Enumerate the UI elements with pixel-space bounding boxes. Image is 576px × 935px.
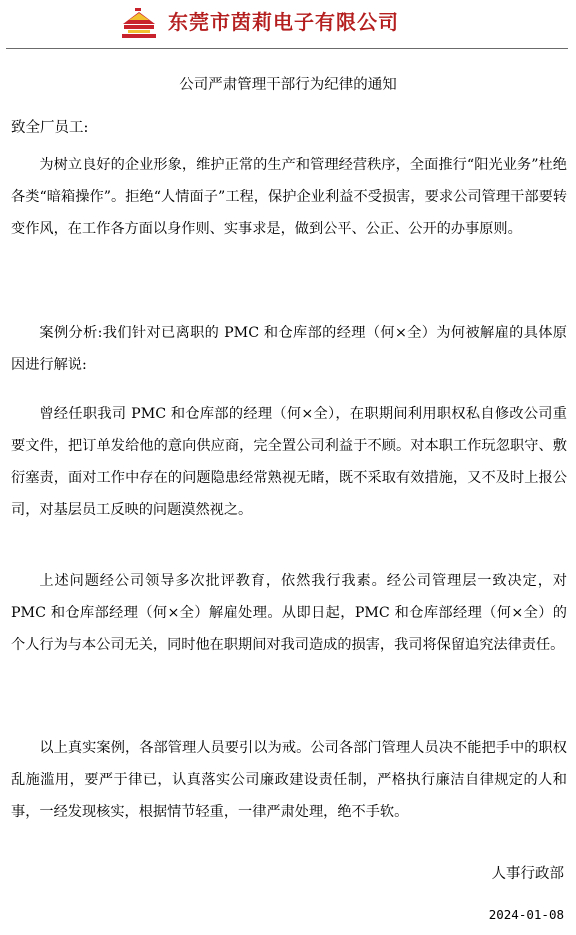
paragraph-warning: 以上真实案例，各部管理人员要引以为戒。公司各部门管理人员决不能把手中的职权乱施滥用，要严于律已，认真落实公司廉政建设责任制，严格执行廉洁自律规定的人和事，一经发现核实，根据情节轻重，一律严肃处理，绝不手软。 <box>11 740 567 820</box>
paragraph-decision: 上述问题经公司领导多次批评教育，依然我行我素。经公司管理层一致决定，对 PMC 和仓库部经理（何×全）解雇处理。从即日起，PMC 和仓库部经理（何×全）的个人行为与本公司无关，同时他在职期间对我司造成的损害，我司将保留追究法律责任。 <box>11 573 567 653</box>
document-date: 2024-01-08 <box>488 907 564 922</box>
paragraph-intro: 为树立良好的企业形象，维护正常的生产和管理经营秩序，全面推行“阳光业务”杜绝各类“暗箱操作”。拒绝“人情面子”工程，保护企业利益不受损害，要求公司管理干部要转变作风，在工作各方面以身作则、实事求是，做到公平、公正、公开的办事原则。 <box>11 157 567 237</box>
company-name: 东莞市茵莉电子有限公司 <box>168 10 399 34</box>
department-signoff: 人事行政部 <box>491 866 564 882</box>
company-logo-icon <box>120 8 158 40</box>
letterhead <box>0 0 576 50</box>
document-title: 公司严肃管理干部行为纪律的通知 <box>179 77 397 93</box>
paragraph-misconduct: 曾经任职我司 PMC 和仓库部的经理（何×全），在职期间利用职权私自修改公司重要文件，把订单发给他的意向供应商，完全置公司利益于不顾。对本职工作玩忽职守、敷衍塞责，面对工作中存在的问题隐患经常熟视无睹，既不采取有效措施，又不及时上报公司，对基层员工反映的问题漠然视之。 <box>11 406 567 518</box>
salutation: 致全厂员工: <box>11 120 89 136</box>
paragraph-case-analysis: 案例分析:我们针对已离职的 PMC 和仓库部的经理（何×全）为何被解雇的具体原因进行解说: <box>11 325 567 373</box>
header-divider <box>6 48 568 49</box>
